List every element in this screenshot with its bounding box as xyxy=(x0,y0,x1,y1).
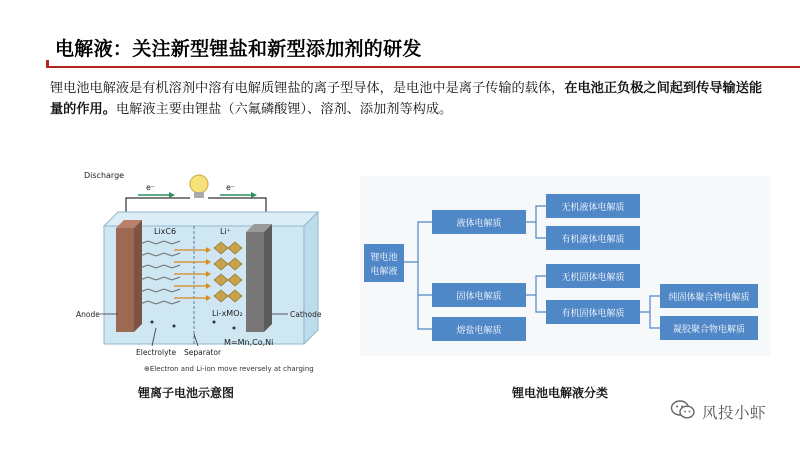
caption-battery-diagram: 锂离子电池示意图 xyxy=(138,386,235,400)
svg-text:有机固体电解质: 有机固体电解质 xyxy=(561,309,625,319)
cathode-material-label: Li-xMO₂ xyxy=(212,309,243,318)
svg-text:熔盐电解质: 熔盐电解质 xyxy=(456,326,502,336)
title-underline-stub xyxy=(46,60,49,68)
paragraph-part-2: 电解液主要由锂盐（六氟磷酸锂）、溶剂、添加剂等构成。 xyxy=(115,102,453,117)
metals-label: M=Mn,Co,Ni xyxy=(224,338,274,347)
light-bulb-icon xyxy=(190,175,208,198)
page-title: 电解液：关注新型锂盐和新型添加剂的研发 xyxy=(55,38,422,60)
charging-footnote: ⊕Electron and Li-ion move reversely at charging xyxy=(144,365,314,373)
paragraph-bold: 在电池正负极之间起到传导输送能量的作用。 xyxy=(50,81,763,117)
electrolyte-label: Electrolyte xyxy=(136,348,177,357)
title-underline xyxy=(46,66,800,68)
tree-node-gel-polymer xyxy=(660,316,758,340)
brand-name: 风投小虾 xyxy=(702,404,767,422)
discharge-label: Discharge xyxy=(84,171,125,180)
tree-node-organic-liquid xyxy=(546,226,640,250)
svg-text:液体电解质: 液体电解质 xyxy=(456,219,502,229)
electron-label-left: e⁻ xyxy=(146,183,156,192)
tree-node-liquid xyxy=(432,210,526,234)
electron-label-right: e⁻ xyxy=(226,183,236,192)
tree-node-inorganic-solid xyxy=(546,264,640,288)
root-line-2: 电解液 xyxy=(370,267,398,277)
brand-watermark xyxy=(670,399,766,425)
anode-label: Anode xyxy=(76,310,100,319)
tree-node-molten-salt xyxy=(432,317,526,341)
caption-classification: 锂电池电解液分类 xyxy=(512,386,609,400)
paragraph-part-1: 锂电池电解液是有机溶剂中溶有电解质锂盐的离子型导体，是电池中是离子传输的载体， xyxy=(50,81,565,96)
tree-node-inorganic-liquid xyxy=(546,194,640,218)
root-line-1: 锂电池 xyxy=(370,253,398,263)
separator-label: Separator xyxy=(184,348,222,357)
battery-diagram xyxy=(74,164,326,376)
tree-node-solid xyxy=(432,283,526,307)
classification-diagram xyxy=(360,176,770,356)
cathode-label: Cathode xyxy=(290,310,322,319)
wechat-icon xyxy=(670,399,696,425)
anode-electrode xyxy=(116,220,142,332)
intro-paragraph xyxy=(50,78,775,120)
tree-node-pure-polymer xyxy=(660,284,758,308)
svg-text:纯固体聚合物电解质: 纯固体聚合物电解质 xyxy=(668,293,750,303)
svg-text:无机固体电解质: 无机固体电解质 xyxy=(561,273,625,283)
svg-text:固体电解质: 固体电解质 xyxy=(456,292,502,302)
svg-text:凝胶聚合物电解质: 凝胶聚合物电解质 xyxy=(672,325,746,335)
tree-node-organic-solid xyxy=(546,300,640,324)
cathode-electrode xyxy=(246,224,272,332)
li-ion-label: Li⁺ xyxy=(220,227,231,236)
svg-text:有机液体电解质: 有机液体电解质 xyxy=(561,235,625,245)
lixc6-label: LixC6 xyxy=(154,227,177,236)
tree-node-root xyxy=(364,244,404,282)
svg-text:无机液体电解质: 无机液体电解质 xyxy=(561,203,625,213)
